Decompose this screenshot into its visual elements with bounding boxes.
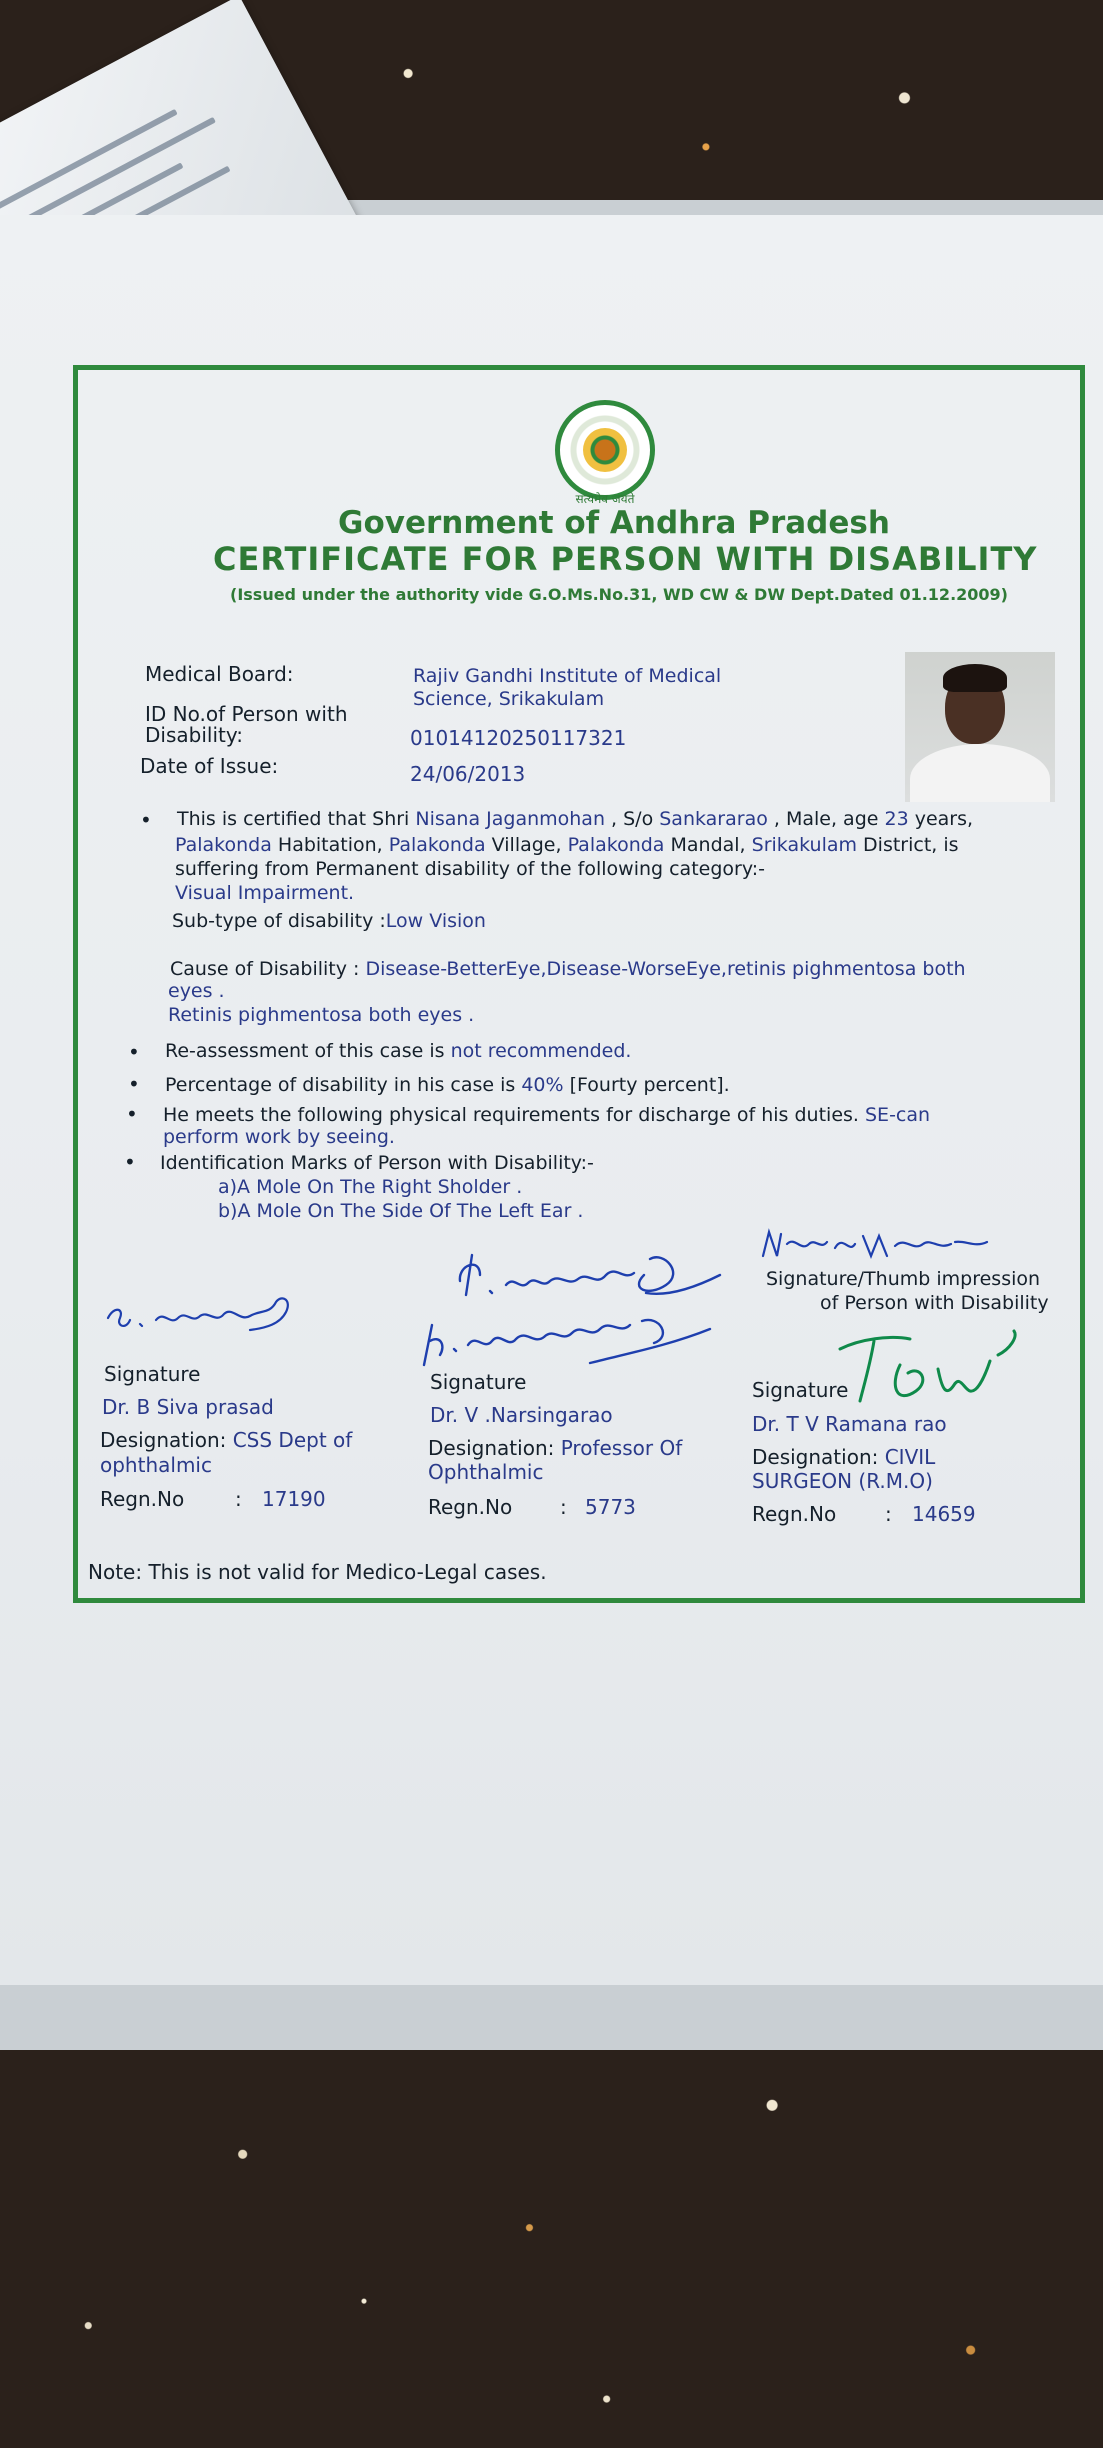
identification-mark-a: a)A Mole On The Right Sholder .	[218, 1176, 523, 1198]
signatory-name: Dr. T V Ramana rao	[752, 1412, 947, 1436]
regn-separator: :	[235, 1487, 242, 1511]
bullet-icon: •	[128, 1072, 140, 1096]
cert-line-3: suffering from Permanent disability of the following category:-	[175, 858, 765, 880]
authority-note: (Issued under the authority vide G.O.Ms.No.31, WD CW & DW Dept.Dated 01.12.2009)	[230, 585, 1008, 604]
person-photo	[905, 652, 1055, 802]
cert-line-1: This is certified that Shri Nisana Jaganmohan , S/o Sankararao , Male, age 23 years,	[177, 808, 974, 830]
date-label: Date of Issue:	[140, 754, 279, 778]
regn-value: 5773	[585, 1495, 636, 1519]
cause-line-1: Cause of Disability : Disease-BetterEye,Disease-WorseEye,retinis pighmentosa both	[170, 958, 966, 980]
medical-board-label: Medical Board:	[145, 662, 294, 686]
regn-value: 17190	[262, 1487, 326, 1511]
bullet-icon: •	[124, 1150, 136, 1174]
signatory-2-handwritten-signature	[410, 1245, 740, 1375]
subtype-value: Low Vision	[385, 910, 486, 932]
cert-line-2: Palakonda Habitation, Palakonda Village, Palakonda Mandal, Srikakulam District, is	[175, 834, 959, 856]
designation: Designation: Professor Of	[428, 1436, 683, 1460]
person-sign-label-2: of Person with Disability	[820, 1292, 1049, 1314]
cause-line-3: Retinis pighmentosa both eyes .	[168, 1004, 475, 1026]
requirements-line-2: perform work by seeing.	[163, 1126, 395, 1148]
regn-separator: :	[885, 1502, 892, 1526]
regn-label: Regn.No	[100, 1487, 185, 1511]
designation-line-2: SURGEON (R.M.O)	[752, 1469, 933, 1493]
certificate-title: CERTIFICATE FOR PERSON WITH DISABILITY	[213, 540, 1038, 578]
bullet-icon: •	[128, 1040, 140, 1064]
person-name: Nisana Jaganmohan	[415, 808, 605, 830]
identification-label: Identification Marks of Person with Disability:-	[160, 1152, 594, 1174]
government-heading: Government of Andhra Pradesh	[338, 505, 890, 541]
requirements-line-1: He meets the following physical requirements for discharge of his duties. SE-can	[163, 1104, 931, 1126]
designation: Designation: CSS Dept of	[100, 1428, 353, 1452]
id-value: 01014120250117321	[410, 726, 627, 750]
cause-line-2: eyes .	[168, 980, 225, 1002]
signatory-3-handwritten-signature	[830, 1325, 1030, 1415]
person-sign-label-1: Signature/Thumb impression	[766, 1268, 1041, 1290]
id-label-line2: Disability:	[145, 723, 243, 747]
person-age: 23	[884, 808, 909, 830]
designation-line-2: Ophthalmic	[428, 1460, 544, 1484]
signature-label: Signature	[104, 1362, 201, 1386]
bullet-icon: •	[126, 1102, 138, 1126]
percentage-value: 40%	[521, 1074, 564, 1096]
regn-label: Regn.No	[428, 1495, 513, 1519]
signatory-1-handwritten-signature	[100, 1290, 320, 1350]
date-value: 24/06/2013	[410, 762, 526, 786]
subtype-line: Sub-type of disability :Low Vision	[172, 910, 486, 932]
bullet-icon: •	[140, 808, 152, 832]
regn-label: Regn.No	[752, 1502, 837, 1526]
medical-board-value-line1: Rajiv Gandhi Institute of Medical	[413, 665, 722, 687]
cause-value: Disease-BetterEye,Disease-WorseEye,retinis pighmentosa both	[365, 958, 966, 980]
id-label-line1: ID No.of Person with	[145, 702, 348, 726]
designation-line-2: ophthalmic	[100, 1453, 212, 1477]
reassessment-line: Re-assessment of this case is not recommended.	[165, 1040, 632, 1062]
signatory-name: Dr. B Siva prasad	[102, 1395, 274, 1419]
emblem-motto: सत्यमेव जयते	[575, 492, 635, 506]
medical-board-value-line2: Science, Srikakulam	[413, 688, 605, 710]
signature-label: Signature	[752, 1378, 849, 1402]
disability-category: Visual Impairment.	[175, 882, 355, 904]
signatory-name: Dr. V .Narsingarao	[430, 1403, 613, 1427]
person-handwritten-signature	[755, 1222, 995, 1272]
footer-note: Note: This is not valid for Medico-Legal cases.	[88, 1560, 547, 1584]
regn-value: 14659	[912, 1502, 976, 1526]
identification-mark-b: b)A Mole On The Side Of The Left Ear .	[218, 1200, 584, 1222]
father-name: Sankararao	[659, 808, 768, 830]
designation: Designation: CIVIL	[752, 1445, 936, 1469]
regn-separator: :	[560, 1495, 567, 1519]
signature-label: Signature	[430, 1370, 527, 1394]
emblem-center-icon	[583, 428, 627, 472]
percentage-line: Percentage of disability in his case is 40% [Fourty percent].	[165, 1074, 730, 1096]
